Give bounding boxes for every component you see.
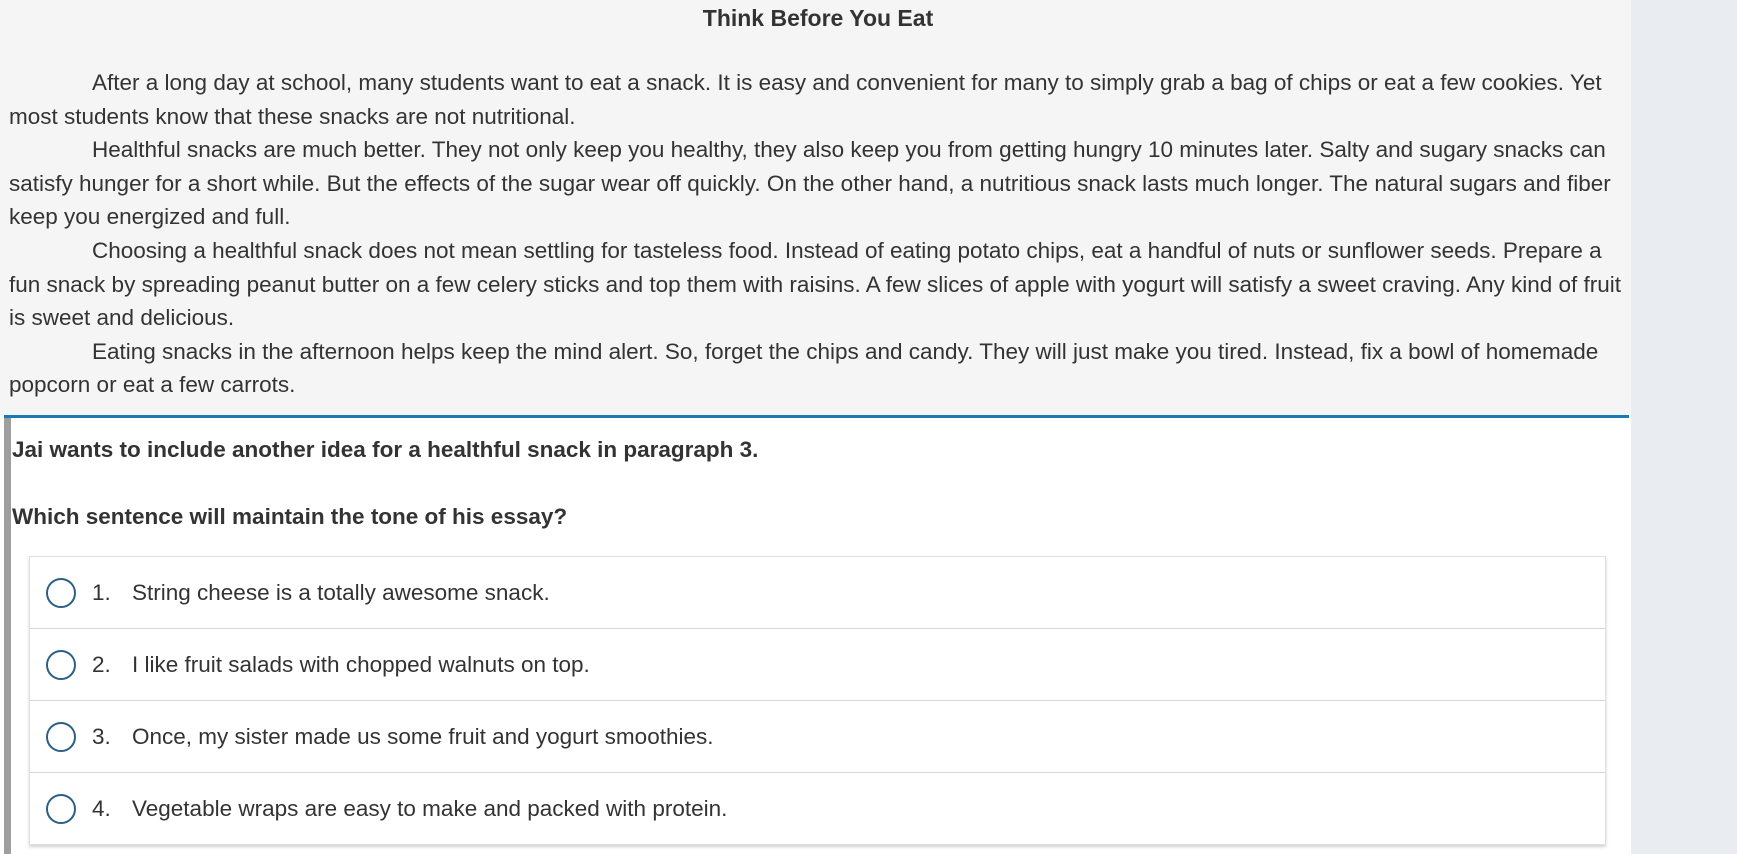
- passage-paragraph-4: Eating snacks in the afternoon helps keep the mind alert. So, forget the chips and candy. They will just make you tired. Instead, fix a bowl of homemade popcorn or eat a few carrots.: [9, 338, 1599, 398]
- passage-title: Think Before You Eat: [702, 5, 934, 31]
- choice-number: 3.: [92, 723, 111, 749]
- answer-choice-4[interactable]: [30, 773, 1605, 844]
- question-stem-prompt: Which sentence will maintain the tone of his essay?: [12, 504, 568, 529]
- question-left-bar: [4, 418, 11, 854]
- choice-text: Vegetable wraps are easy to make and packed with protein.: [132, 795, 728, 821]
- choice-text: Once, my sister made us some fruit and yogurt smoothies.: [132, 723, 714, 749]
- radio-unselected-icon[interactable]: [46, 722, 76, 752]
- choice-number: 4.: [92, 795, 111, 821]
- right-side-panel: [1631, 0, 1737, 854]
- passage-paragraph-2: Healthful snacks are much better. They not only keep you healthy, they also keep you from getting hungry 10 minutes later. Salty and sugary snacks can satisfy hunger for a short while. But the effects of the sugar wear off quickly. On the other hand, a nutritious snack lasts much longer. The natural sugars and fiber keep you energized and full.: [9, 137, 1611, 230]
- question-stem-context: Jai wants to include another idea for a healthful snack in paragraph 3.: [12, 437, 759, 462]
- passage-paragraph-3: Choosing a healthful snack does not mean settling for tasteless food. Instead of eating potato chips, eat a handful of nuts or sunflower seeds. Prepare a fun snack by spreading peanut butter on a few celery sticks and top them with raisins. A few slices of apple with yogurt will satisfy a sweet craving. Any kind of fruit is sweet and delicious.: [9, 237, 1622, 331]
- answer-choices: [29, 556, 1606, 845]
- passage-divider: [4, 415, 1629, 418]
- answer-choice-1[interactable]: [30, 557, 1605, 629]
- radio-unselected-icon[interactable]: [46, 650, 76, 680]
- reading-passage: [0, 0, 1631, 415]
- choice-text: String cheese is a totally awesome snack.: [132, 579, 550, 605]
- passage-body: [9, 66, 1627, 402]
- radio-unselected-icon[interactable]: [46, 578, 76, 608]
- choice-text: I like fruit salads with chopped walnuts on top.: [132, 651, 590, 677]
- answer-choice-2[interactable]: [30, 629, 1605, 701]
- choice-number: 1.: [92, 579, 111, 605]
- passage-paragraph-1: After a long day at school, many students want to eat a snack. It is easy and convenient for many to simply grab a bag of chips or eat a few cookies. Yet most students know that these snacks are not nutritional.: [9, 70, 1602, 129]
- answer-choice-3[interactable]: [30, 701, 1605, 773]
- radio-unselected-icon[interactable]: [46, 794, 76, 824]
- choice-number: 2.: [92, 651, 111, 677]
